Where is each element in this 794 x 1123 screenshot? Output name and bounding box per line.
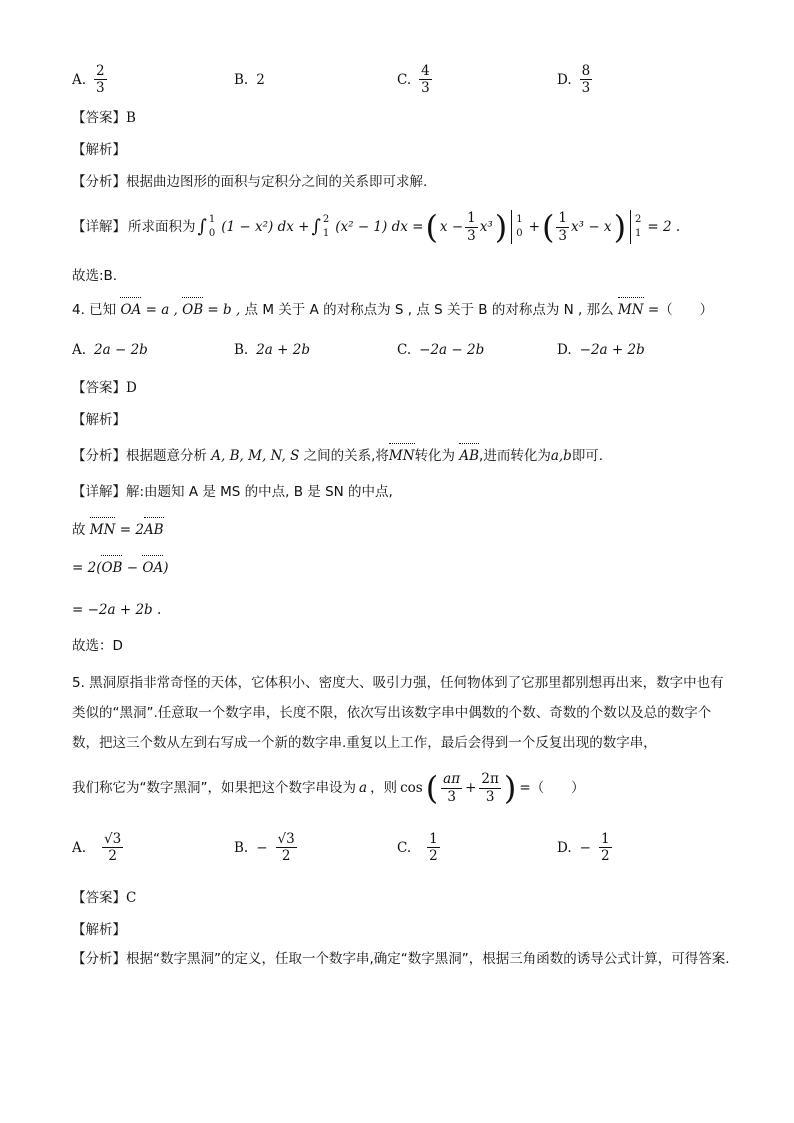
option-letter: D. (557, 71, 572, 88)
q3-fenxi: 【分析】根据曲边图形的面积与定积分之间的关系即可求解. (72, 174, 428, 190)
integral-limits: 2 1 (322, 214, 330, 239)
q4-jiexi-heading: 【解析】 (72, 412, 126, 428)
fraction: $\frac{1}{2}$ (600, 831, 610, 865)
fraction: $\frac{8}{3}$ (581, 63, 591, 97)
q5-jiexi-heading: 【解析】 (72, 922, 126, 938)
q5-stem-last: 我们称它为“数字黑洞”，如果把这个数字串设为 a ，则 cos ( $\frac{a\pi}{3}$ + $\frac{2\pi}{3}$ ) =（ ） (72, 769, 585, 807)
option-letter: A. (72, 71, 87, 88)
q5-stem: 5. 黑洞原指非常奇怪的天体，它体积小、密度大、吸引力强，任何物体到了它那里都别想再出来，数字中也有类似的“黑洞”.任意取一个数字串，长度不限，依次写出该数字串中偶数的个数、奇数的个数以及总的数字个数，把这三个数从左到右写成一个新的数字串.重复以上工作，最后会得到一个反复出现的数字串， (72, 675, 724, 751)
q4-step3: = −2a + 2b . (72, 602, 162, 618)
fraction: $\frac{1}{3}$ (467, 210, 476, 244)
q4-stem: 4. 已知 OA = a , OB = b , 点 M 关于 A 的对称点为 S , 点 S 关于 B 的对称点为 N , 那么 MN =（ ） (72, 302, 714, 318)
vector-mn: MN (617, 302, 644, 318)
evaluation-limits: 1 0 (516, 214, 523, 239)
q3-option-c (397, 64, 432, 95)
q3-answer: 【答案】B (72, 110, 136, 126)
q5-fenxi: 【分析】根据“数字黑洞”的定义，任取一个数字串,确定“数字黑洞”，根据三角函数的诱导公式计算，可得答案. (72, 951, 730, 967)
vector-oa: OA (120, 302, 142, 318)
q5-option-c: C. $\frac{1}{2}$ (397, 831, 438, 865)
q4-answer: 【答案】D (72, 380, 137, 396)
q4-option-c: C. −2a − 2b (397, 342, 485, 358)
q3-option-d (557, 64, 592, 95)
q4-step1: 故 MN = 2AB (72, 522, 164, 538)
fraction: $\frac{2\pi}{3}$ (481, 771, 499, 805)
fraction: $\frac{4}{3}$ (421, 63, 430, 97)
q3-guxuan: 故选:B. (72, 268, 118, 284)
fraction: $\frac{1}{3}$ (558, 210, 568, 244)
evaluation-bar (511, 210, 512, 244)
q4-fenxi: 【分析】根据题意分析 A, B, M, N, S 之间的关系,将MN转化为 AB,进而转化为a,b即可. (72, 448, 604, 464)
fraction: $\frac{1}{2}$ (429, 831, 438, 865)
q4-step2: = 2(OB − OA) (72, 560, 169, 576)
vector-ob: OB (182, 302, 204, 318)
q3-jiexi-heading: 【解析】 (72, 142, 126, 158)
fraction: $\frac{2}{3}$ (96, 63, 105, 97)
q5-option-d: D. − $\frac{1}{2}$ (557, 831, 610, 865)
option-value: 2 (256, 72, 265, 88)
q5-option-a: A. $\frac{√3}{2}$ (72, 831, 122, 865)
q5-answer: 【答案】C (72, 890, 137, 906)
q4-guxuan: 故选：D (72, 638, 123, 654)
integral-sign: ∫ (311, 216, 321, 237)
q4-option-d: D. −2a + 2b (557, 342, 645, 358)
evaluation-bar (630, 210, 631, 244)
fraction: $\frac{√3}{2}$ (277, 831, 295, 865)
integral-sign: ∫ (197, 216, 207, 237)
fraction: $\frac{√3}{2}$ (104, 831, 122, 865)
evaluation-limits: 2 1 (635, 214, 642, 239)
integral-limits: 1 0 (208, 214, 216, 239)
option-letter: C. (397, 71, 412, 88)
q3-option-b (234, 72, 265, 88)
q4-option-b: B. 2a + 2b (234, 342, 310, 358)
q4-option-a: A. 2a − 2b (72, 342, 148, 358)
fraction: $\frac{a\pi}{3}$ (443, 771, 461, 805)
q3-xiangjie: 【详解】 所求面积为 ∫ 1 0 (1 − x²) dx + ∫ 2 1 (x² − 1) dx = ( x − $\frac{1}{3}$ x³ ) 1 0 + ( $\frac{1}{3}$ x³ − x ) 2 1 = 2 . (72, 208, 681, 246)
q4-xiangjie: 【详解】解:由题知 A 是 MS 的中点, B 是 SN 的中点, (72, 484, 393, 500)
q3-option-a (72, 64, 107, 95)
option-letter: B. (234, 72, 249, 88)
q5-option-b: B. − $\frac{√3}{2}$ (234, 831, 295, 865)
